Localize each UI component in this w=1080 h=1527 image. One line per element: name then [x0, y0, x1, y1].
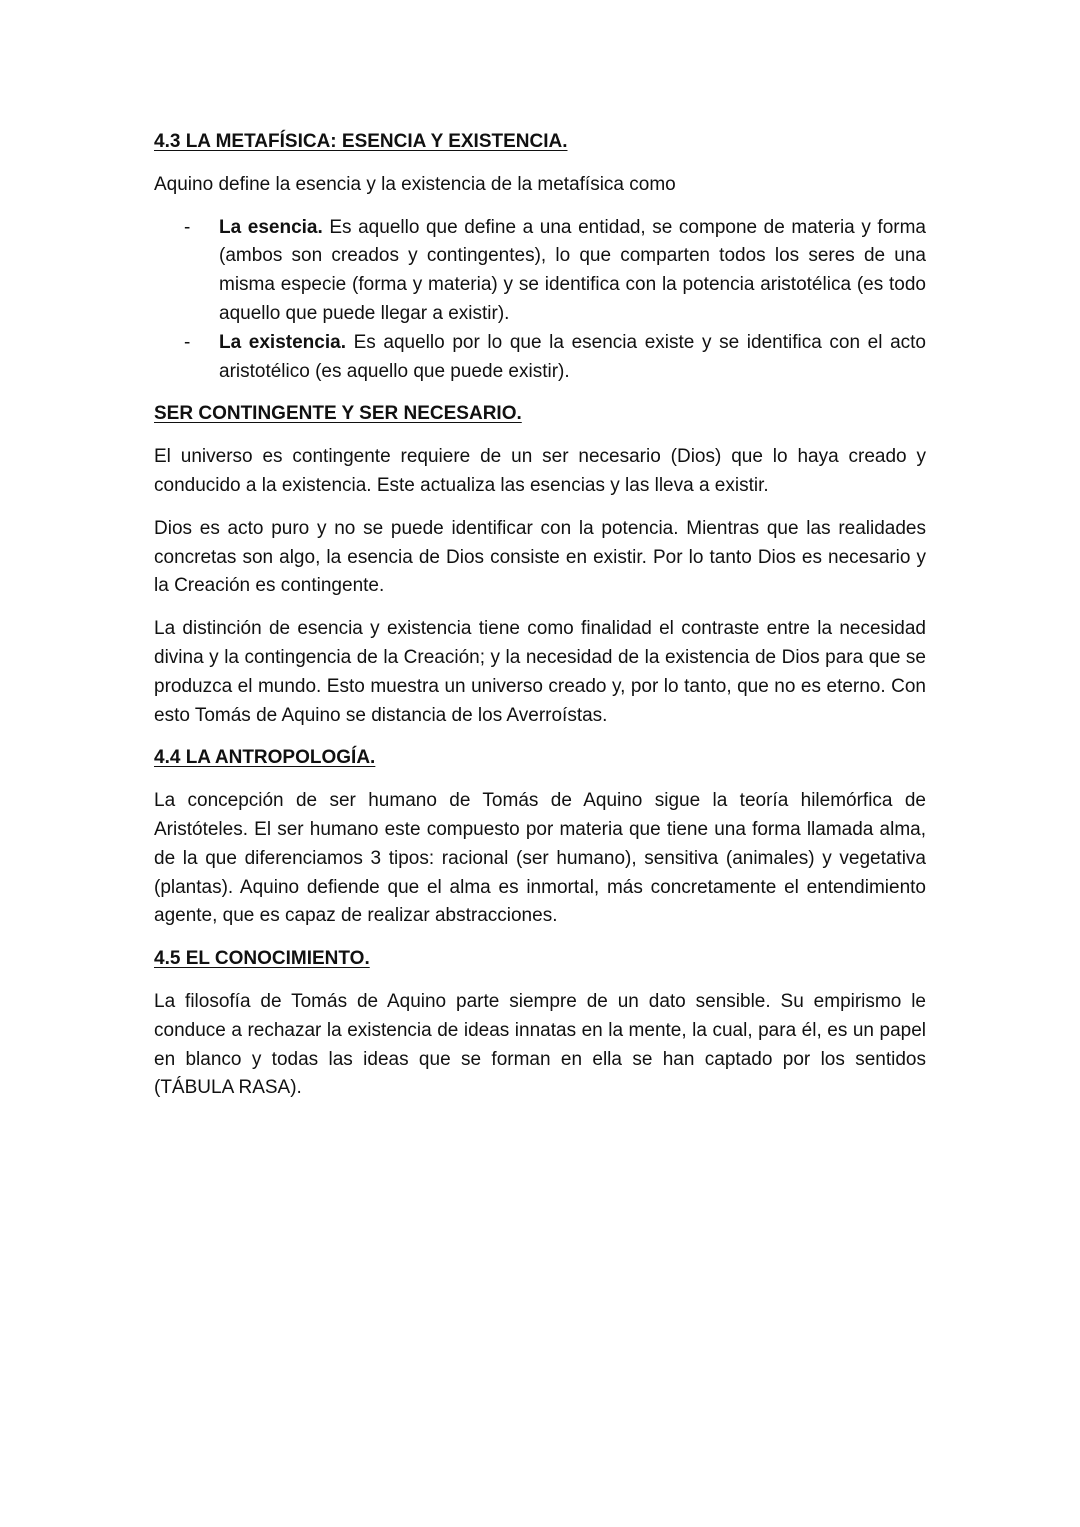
term-existence: La existencia. [219, 331, 346, 353]
definition-list [154, 214, 926, 387]
section-heading-metaphysics: 4.3 LA METAFÍSICA: ESENCIA Y EXISTENCIA. [154, 131, 568, 152]
paragraph-knowledge: La filosofía de Tomás de Aquino parte siempre de un dato sensible. Su empirismo le conduce a rechazar la existencia de ideas innatas en la mente, la cual, para él, es un papel en blanco y todas las ideas que se forman en ella se han captado por los sentidos (TÁBULA RASA). [154, 990, 926, 1099]
section-heading-anthropology: 4.4 LA ANTROPOLOGÍA. [154, 747, 376, 769]
section-heading-contingent: SER CONTINGENTE Y SER NECESARIO. [154, 403, 522, 425]
paragraph-contingent-3: La distinción de esencia y existencia tiene como finalidad el contraste entre la necesidad divina y la contingencia de la Creación; y la necesidad de la existencia de Dios para que se produzca el mundo. Esto muestra un universo creado y, por lo tanto, que no es eterno. Con esto Tomás de Aquino se distancia de los Averroístas. [154, 618, 926, 726]
term-essence: La esencia. [219, 216, 323, 238]
paragraph-contingent-2: Dios es acto puro y no se puede identificar con la potencia. Mientras que las realidades concretas son algo, la esencia de Dios consiste en existir. Por lo tanto Dios es necesario y la Creación es contingente. [154, 517, 926, 597]
list-item-essence [154, 214, 926, 329]
metaphysics-intro: Aquino define la esencia y la existencia de la metafísica como [154, 173, 676, 195]
definition-essence: Es aquello que define a una entidad, se compone de materia y forma (ambos son creados y contingentes), lo que comparten todos los seres de una misma especie (forma y materia) y se identifica con la potencia aristotélica (es todo aquello que puede llegar a existir). [219, 216, 926, 324]
list-bullet: - [184, 216, 191, 238]
list-bullet: - [184, 331, 191, 353]
paragraph-contingent-1: El universo es contingente requiere de un ser necesario (Dios) que lo haya creado y conducido a la existencia. Este actualiza las esencias y las lleva a existir. [154, 446, 926, 496]
document-page [154, 128, 926, 1117]
section-heading-knowledge: 4.5 EL CONOCIMIENTO. [154, 948, 370, 970]
definition-existence: Es aquello por lo que la esencia existe y se identifica con el acto aristotélico (es aquello que puede existir). [219, 331, 927, 382]
paragraph-anthropology: La concepción de ser humano de Tomás de Aquino sigue la teoría hilemórfica de Aristóteles. El ser humano este compuesto por materia que tiene una forma llamada alma, de la que diferenciamos 3 tipos: racional (ser humano), sensitiva (animales) y vegetativa (plantas). Aquino defiende que el alma es inmortal, más concretamente el entendimiento agente, que es capaz de realizar abstracciones. [154, 790, 926, 927]
list-item-existence [154, 329, 926, 387]
